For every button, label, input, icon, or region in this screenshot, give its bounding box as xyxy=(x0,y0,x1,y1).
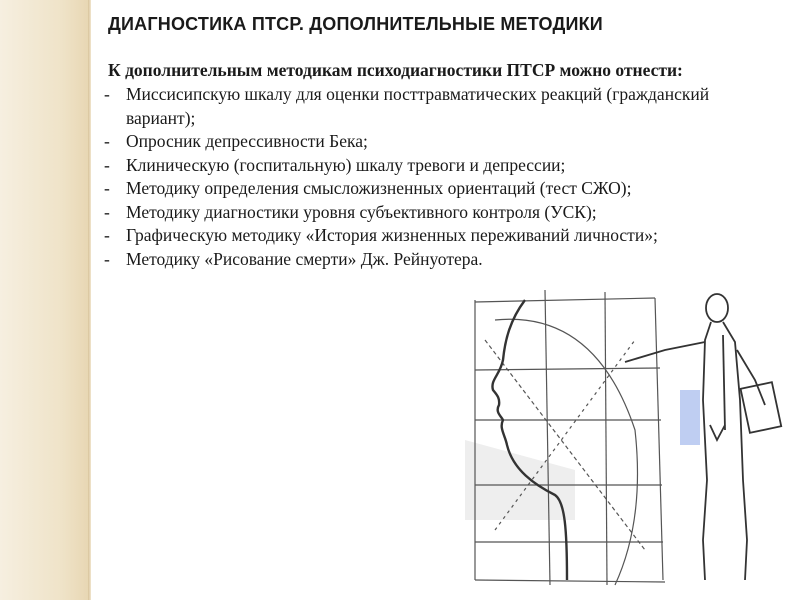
list-item xyxy=(104,224,764,248)
methods-list xyxy=(104,83,764,271)
bullet-dash: - xyxy=(104,131,110,151)
list-item-text: Графическую методику «История жизненных переживаний личности»; xyxy=(126,225,658,245)
bullet-dash: - xyxy=(104,84,110,104)
bullet-dash: - xyxy=(104,248,110,269)
slide-title: ДИАГНОСТИКА ПТСР. ДОПОЛНИТЕЛЬНЫЕ МЕТОДИКИ xyxy=(108,14,603,34)
intro-text: К дополнительным методикам психодиагностики ПТСР можно отнести: xyxy=(108,60,683,80)
list-item xyxy=(104,248,764,272)
list-item-text: Опросник депрессивности Бека; xyxy=(126,131,368,151)
bullet-dash: - xyxy=(104,201,110,222)
list-item-text: Методику «Рисование смерти» Дж. Рейнуотера. xyxy=(126,248,483,269)
list-item xyxy=(104,130,764,154)
bullet-dash: - xyxy=(104,154,110,175)
list-item xyxy=(104,201,764,225)
list-item xyxy=(104,177,764,201)
list-item-text: Методику определения смысложизненных ориентаций (тест СЖО); xyxy=(126,178,632,198)
bullet-dash: - xyxy=(104,225,110,245)
list-item-text: Миссисипскую шкалу для оценки посттравматических реакций (гражданский вариант); xyxy=(126,84,710,128)
bullet-dash: - xyxy=(104,178,110,198)
list-item-text: Методику диагностики уровня субъективного контроля (УСК); xyxy=(126,201,597,222)
list-item-text: Клиническую (госпитальную) шкалу тревоги и депрессии; xyxy=(126,154,566,175)
side-band-edge xyxy=(88,0,91,600)
figure-and-profile-sketch-icon xyxy=(455,280,785,600)
list-item xyxy=(104,83,764,130)
sketch-illustration xyxy=(455,280,785,600)
decorative-side-band xyxy=(0,0,88,600)
list-item xyxy=(104,154,764,178)
